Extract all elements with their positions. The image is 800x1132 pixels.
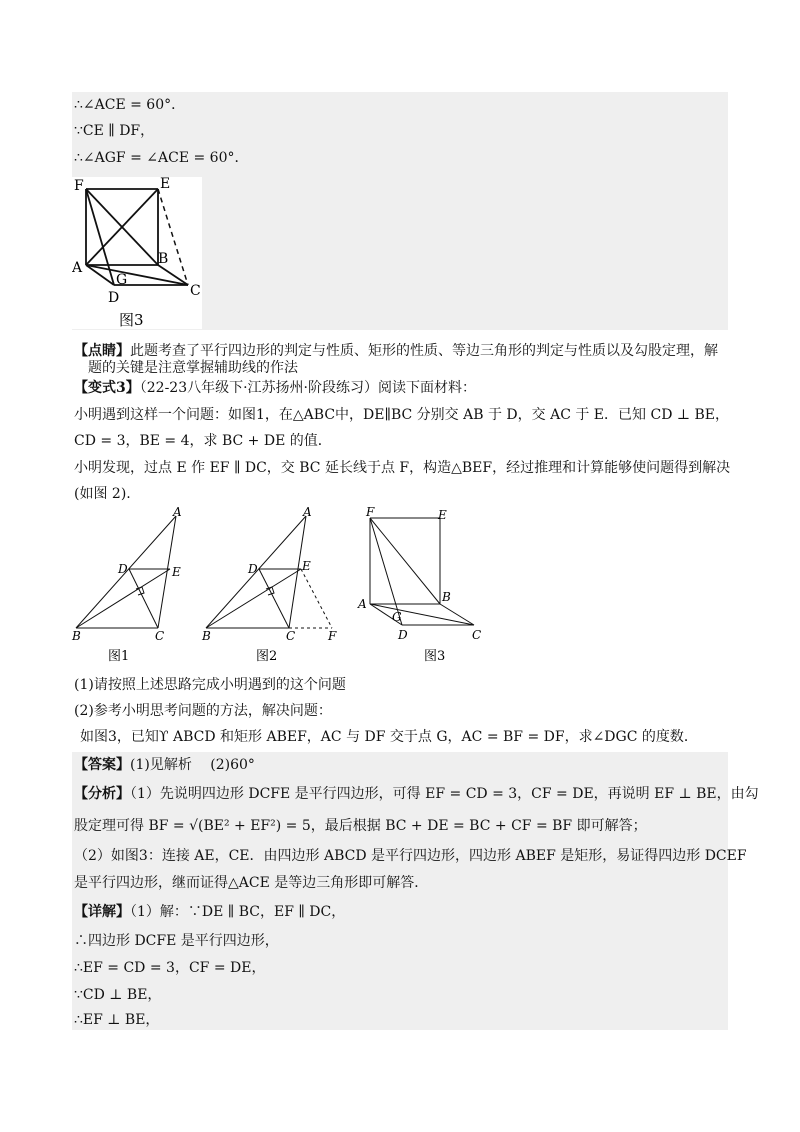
question-1: (1)请按照上述思路完成小明遇到的这个问题 bbox=[74, 677, 346, 693]
question-2: (2)参考小明思考问题的方法，解决问题： bbox=[74, 703, 332, 719]
fig3-label-B: B bbox=[442, 590, 451, 604]
fig1-label-B: B bbox=[72, 629, 81, 643]
fig3-label-D: D bbox=[398, 628, 408, 642]
variant-tag: 【变式3】 bbox=[74, 380, 140, 396]
comment-tag: 【点睛】 bbox=[74, 343, 130, 359]
problem-line: (如图 2). bbox=[74, 486, 131, 502]
analysis-line-2: 股定理可得 BF = √(BE² + EF²) = 5，最后根据 BC + DE = BC + CF = BF 即可解答； bbox=[74, 818, 647, 834]
fig3-label-F: F bbox=[366, 505, 375, 519]
fig1-label-A: A bbox=[173, 505, 182, 519]
comment-line-2: 题的关键是注意掌握辅助线的作法 bbox=[88, 360, 298, 376]
detail-tag: 【详解】 bbox=[74, 904, 130, 920]
analysis-line-1 bbox=[74, 784, 759, 804]
label-B: B bbox=[158, 251, 169, 267]
fig3-label-C: C bbox=[472, 628, 482, 642]
answer-line bbox=[74, 755, 255, 775]
fig3-label-E: E bbox=[438, 508, 447, 522]
proof-line: ∴∠AGF = ∠ACE = 60°． bbox=[74, 150, 249, 166]
fig2-label-D: D bbox=[248, 562, 258, 576]
variant-header bbox=[74, 378, 476, 398]
proof-line: ∵CE ∥ DF， bbox=[74, 123, 155, 139]
fig2-label-C: C bbox=[286, 629, 296, 643]
label-G: G bbox=[116, 272, 128, 288]
fig2-caption: 图2 bbox=[256, 649, 278, 664]
analysis-line-4: 是平行四边形，继而证得△ACE 是等边三角形即可解答． bbox=[74, 875, 429, 891]
answer-text: (1)见解析 (2)60° bbox=[130, 757, 255, 773]
label-E: E bbox=[160, 177, 171, 192]
fig1-caption: 图1 bbox=[108, 649, 130, 664]
figure-caption: 图3 bbox=[119, 311, 144, 329]
fig1-label-D: D bbox=[118, 562, 128, 576]
detail-line-2: ∴四边形 DCFE 是平行四边形， bbox=[74, 933, 279, 949]
fig3-label-A: A bbox=[358, 597, 367, 611]
problem-line: 小明遇到这样一个问题：如图1，在△ABC中，DE∥BC 分别交 AB 于 D，交 AC 于 E．已知 CD ⊥ BE， bbox=[74, 407, 729, 423]
variant-source: （22-23八年级下·江苏扬州·阶段练习）阅读下面材料： bbox=[139, 380, 477, 396]
detail-line-3: ∴EF = CD = 3，CF = DE， bbox=[74, 960, 266, 976]
fig3-label-G: G bbox=[392, 610, 402, 624]
detail-line-5: ∴EF ⊥ BE， bbox=[74, 1012, 160, 1028]
label-D: D bbox=[108, 290, 120, 306]
label-F: F bbox=[74, 178, 84, 194]
fig2-label-B: B bbox=[202, 629, 211, 643]
analysis-tag: 【分析】 bbox=[74, 786, 130, 802]
fig2-label-A: A bbox=[303, 505, 312, 519]
fig1-label-E: E bbox=[172, 565, 181, 579]
fig1-label-C: C bbox=[155, 629, 165, 643]
detail-line-1 bbox=[74, 902, 345, 922]
label-C: C bbox=[190, 283, 201, 299]
figures-row bbox=[60, 500, 500, 670]
detail-line-4: ∵CD ⊥ BE， bbox=[74, 987, 162, 1003]
analysis-text: （1）先说明四边形 DCFE 是平行四边形，可得 EF = CD = 3，CF = DE，再说明 EF ⊥ BE，由勾 bbox=[130, 786, 759, 802]
problem-line: CD = 3，BE = 4，求 BC + DE 的值． bbox=[74, 433, 332, 449]
fig2-label-F: F bbox=[328, 629, 337, 643]
analysis-line-3: （2）如图3：连接 AE，CE．由四边形 ABCD 是平行四边形，四边形 ABEF 是矩形，易证得四边形 DCEF bbox=[74, 848, 747, 864]
comment-text: 此题考查了平行四边形的判定与性质、矩形的性质、等边三角形的判定与性质以及勾股定理，解 bbox=[130, 343, 718, 359]
problem-line: 小明发现，过点 E 作 EF ∥ DC，交 BC 延长线于点 F，构造△BEF，经过推理和计算能够使问题得到解决 bbox=[74, 460, 731, 476]
fig2-label-E: E bbox=[302, 559, 311, 573]
detail-text: （1）解：∵DE ∥ BC，EF ∥ DC， bbox=[130, 904, 346, 920]
figure-top bbox=[72, 177, 202, 329]
answer-tag: 【答案】 bbox=[74, 757, 130, 773]
question-2-detail: 如图3，已知ϒ ABCD 和矩形 ABEF，AC 与 DF 交于点 G，AC = BF = DF，求∠DGC 的度数． bbox=[80, 729, 698, 745]
fig3-caption: 图3 bbox=[424, 649, 446, 664]
label-A: A bbox=[72, 260, 83, 276]
proof-line: ∴∠ACE = 60°． bbox=[74, 97, 186, 113]
